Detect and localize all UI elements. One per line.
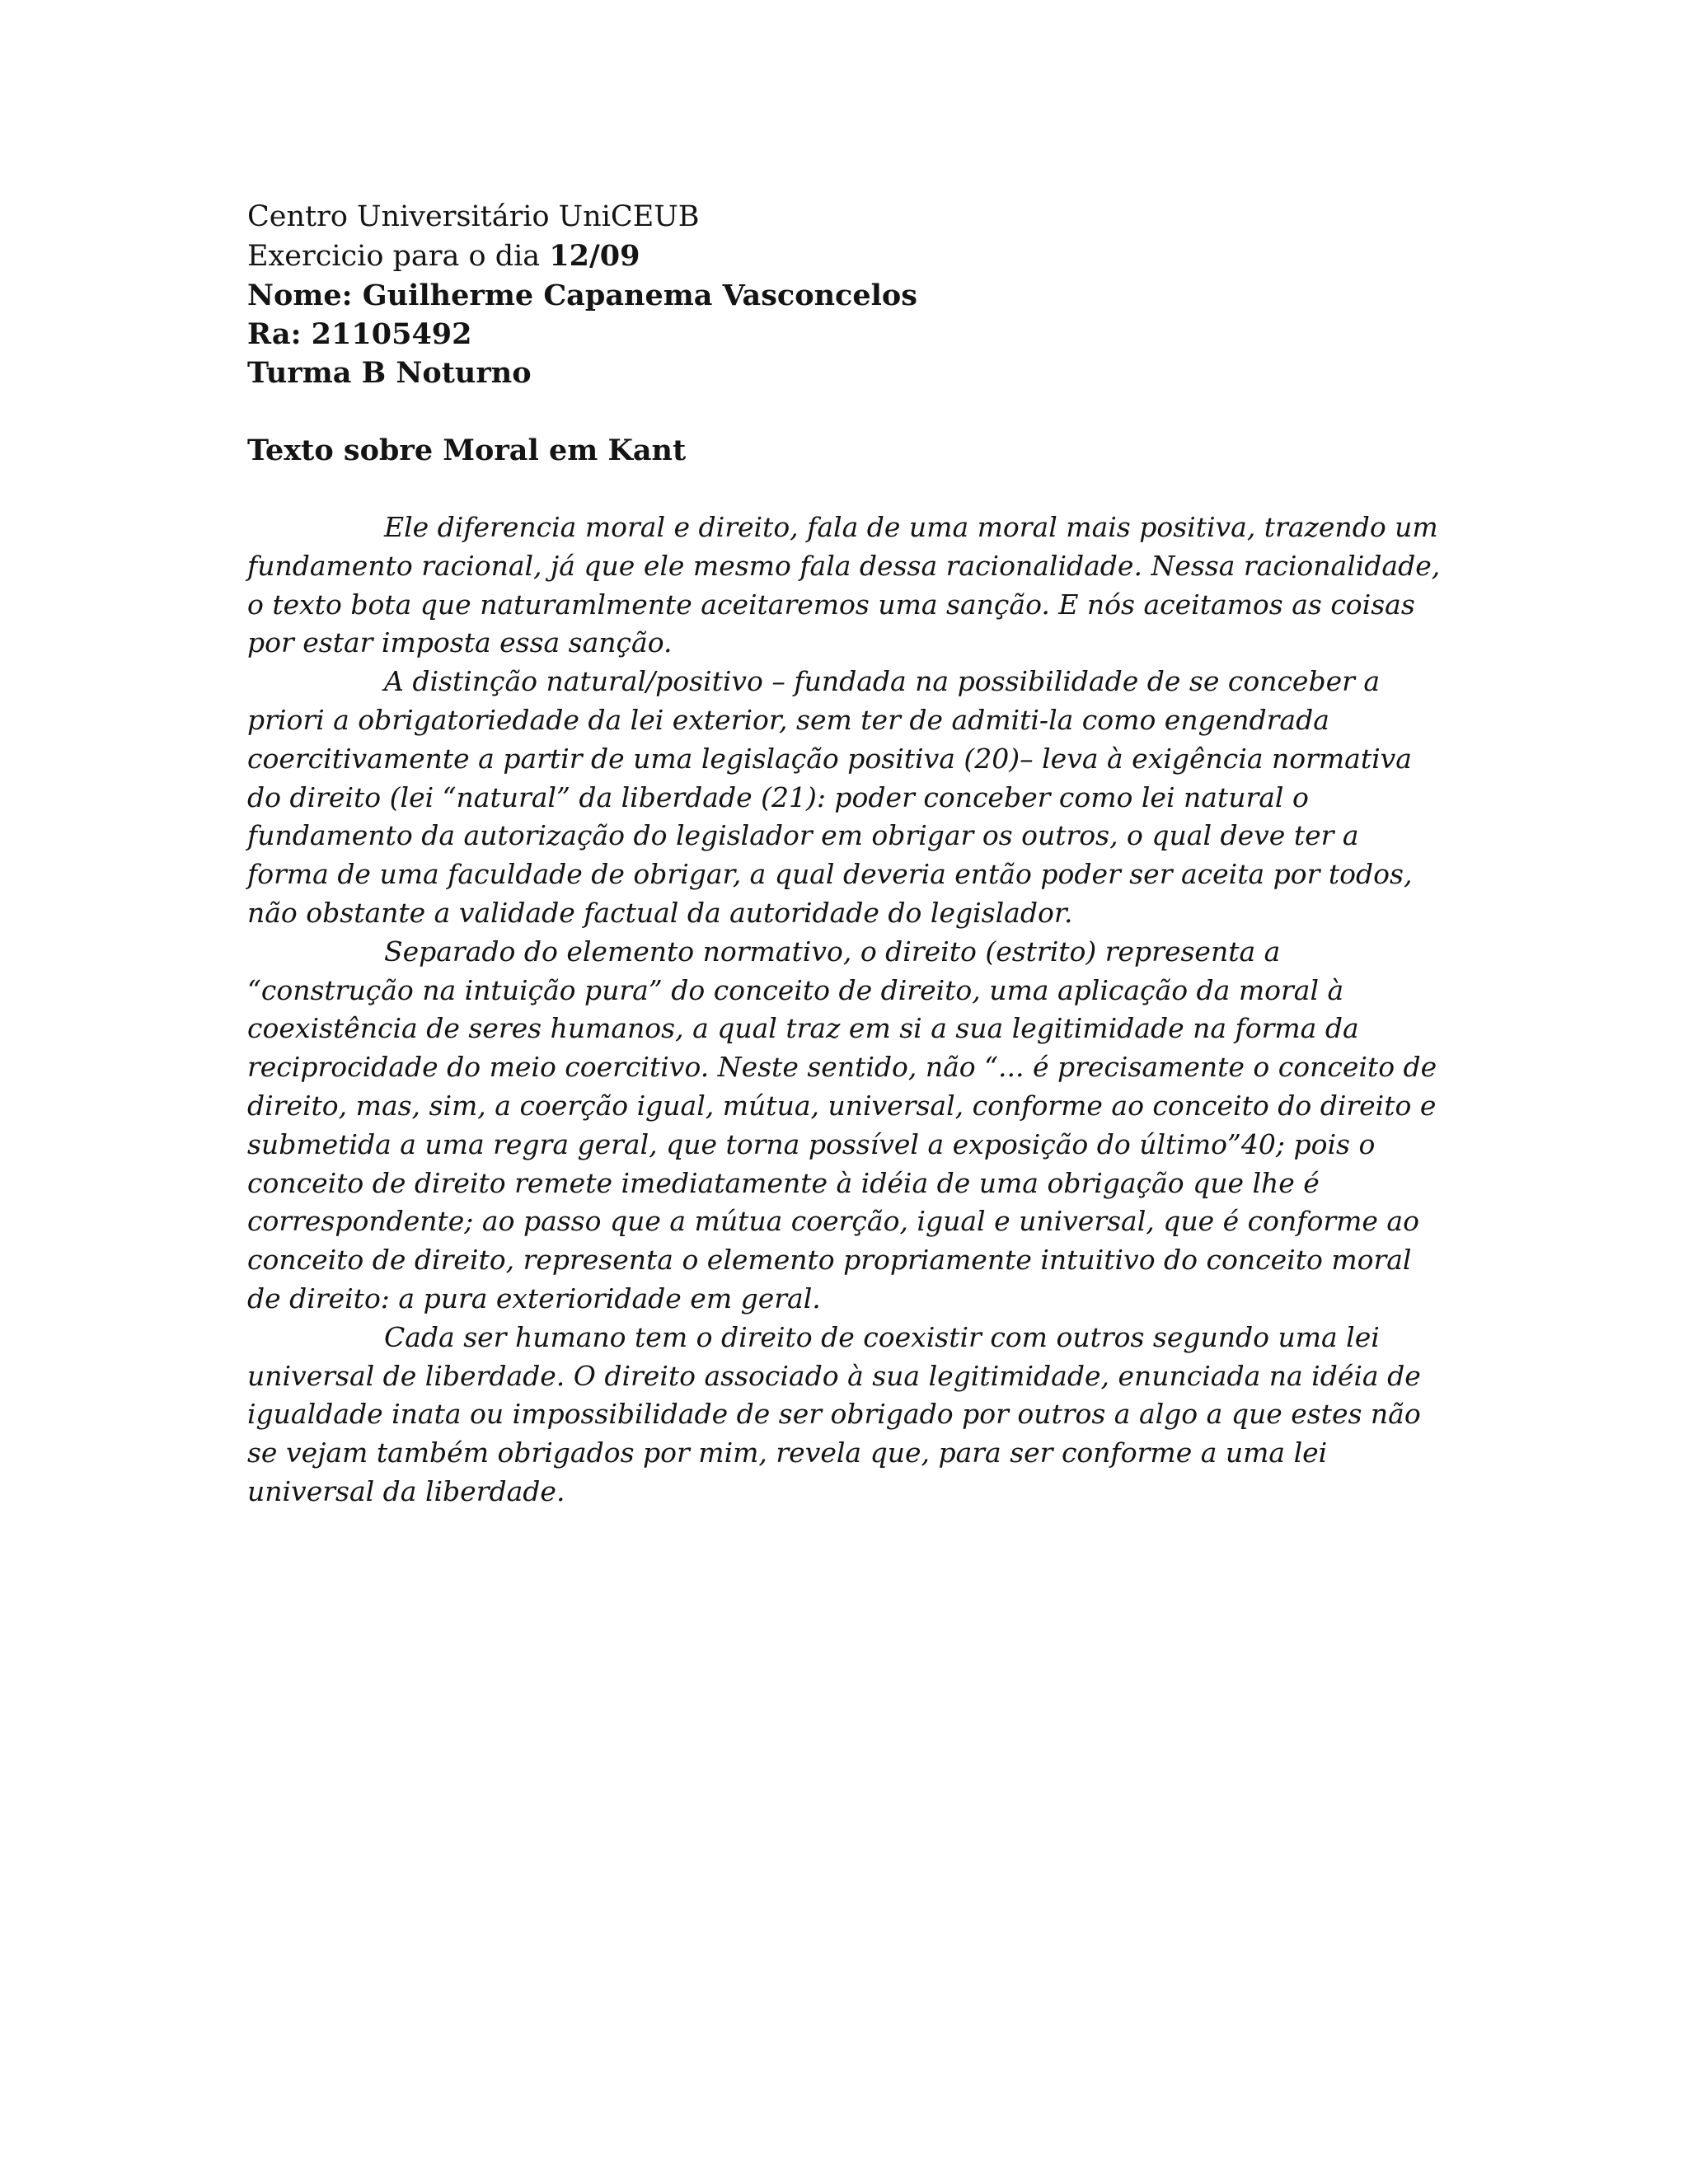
paragraph: [247, 1319, 1459, 1511]
paragraph-line: “construção na intuição pura” do conceito de direito, uma aplicação da moral à: [247, 973, 1344, 1006]
exercise-date: 12/09: [549, 239, 640, 273]
paragraph-line: por estar imposta essa sanção.: [247, 626, 673, 659]
student-class: Turma B Noturno: [247, 356, 532, 390]
paragraph-line: se vejam também obrigados por mim, revela que, para ser conforme a uma lei: [247, 1436, 1328, 1469]
paragraph-line: do direito (lei “natural” da liberdade (21): poder conceber como lei natural o: [247, 780, 1309, 813]
paragraph-line: Ele diferencia moral e direito, fala de uma moral mais positiva, trazendo um: [384, 511, 1438, 543]
paragraph-line: priori a obrigatoriedade da lei exterior, sem ter de admiti-la como engendrada: [247, 703, 1329, 736]
paragraph-line: fundamento da autorização do legislador em obrigar os outros, o qual deve ter a: [247, 819, 1359, 852]
paragraph-line: reciprocidade do meio coercitivo. Neste sentido, não “... é precisamente o conceito de: [247, 1051, 1437, 1084]
paragraph-line: o texto bota que naturamlmente aceitaremos uma sanção. E nós aceitamos as coisas: [247, 588, 1415, 621]
paragraph-line: fundamento racional, já que ele mesmo fala dessa racionalidade. Nessa racionalidade,: [247, 549, 1441, 582]
document-title: Texto sobre Moral em Kant: [247, 434, 687, 467]
paragraph-line: conceito de direito remete imediatamente à idéia de uma obrigação que lhe é: [247, 1166, 1320, 1199]
paragraph-line: submetida a uma regra geral, que torna possível a exposição do último”40; pois o: [247, 1127, 1376, 1160]
paragraph-line: de direito: a pura exterioridade em geral.: [247, 1282, 821, 1315]
document-header: [247, 198, 1459, 392]
paragraph-line: correspondente; ao passo que a mútua coerção, igual e universal, que é conforme ao: [247, 1205, 1419, 1238]
paragraph-line: Cada ser humano tem o direito de coexistir com outros segundo uma lei: [384, 1320, 1380, 1353]
paragraph-line: A distinção natural/positivo – fundada na possibilidade de se conceber a: [384, 665, 1381, 698]
paragraph-line: coexistência de seres humanos, a qual traz em si a sua legitimidade na forma da: [247, 1012, 1359, 1045]
paragraph-line: igualdade inata ou impossibilidade de ser obrigado por outros a algo a que estes não: [247, 1398, 1421, 1431]
institution-line: Centro Universitário UniCEUB: [247, 200, 700, 233]
paragraph: [247, 933, 1459, 1319]
paragraph-line: Separado do elemento normativo, o direito (estrito) representa a: [384, 935, 1281, 968]
paragraph-line: forma de uma faculdade de obrigar, a qual deveria então poder ser aceita por todos,: [247, 858, 1413, 891]
paragraph-line: direito, mas, sim, a coerção igual, mútua, universal, conforme ao conceito do direito e: [247, 1089, 1437, 1122]
document-page: [247, 198, 1459, 1511]
student-name: Nome: Guilherme Capanema Vasconcelos: [247, 279, 917, 312]
paragraph-line: coercitivamente a partir de uma legislação positiva (20)– leva à exigência normativa: [247, 742, 1412, 775]
paragraph-line: universal de liberdade. O direito associado à sua legitimidade, enunciada na idéia de: [247, 1359, 1421, 1392]
paragraph: [247, 663, 1459, 933]
exercise-prefix: Exercicio para o dia: [247, 240, 550, 273]
document-body: [247, 509, 1459, 1511]
paragraph-line: conceito de direito, representa o elemento propriamente intuitivo do conceito moral: [247, 1244, 1412, 1277]
exercise-date-line: [247, 237, 1459, 276]
student-ra: Ra: 21105492: [247, 317, 472, 351]
paragraph-line: não obstante a validade factual da autoridade do legislador.: [247, 896, 1073, 929]
paragraph: [247, 509, 1459, 663]
paragraph-line: universal da liberdade.: [247, 1474, 565, 1507]
